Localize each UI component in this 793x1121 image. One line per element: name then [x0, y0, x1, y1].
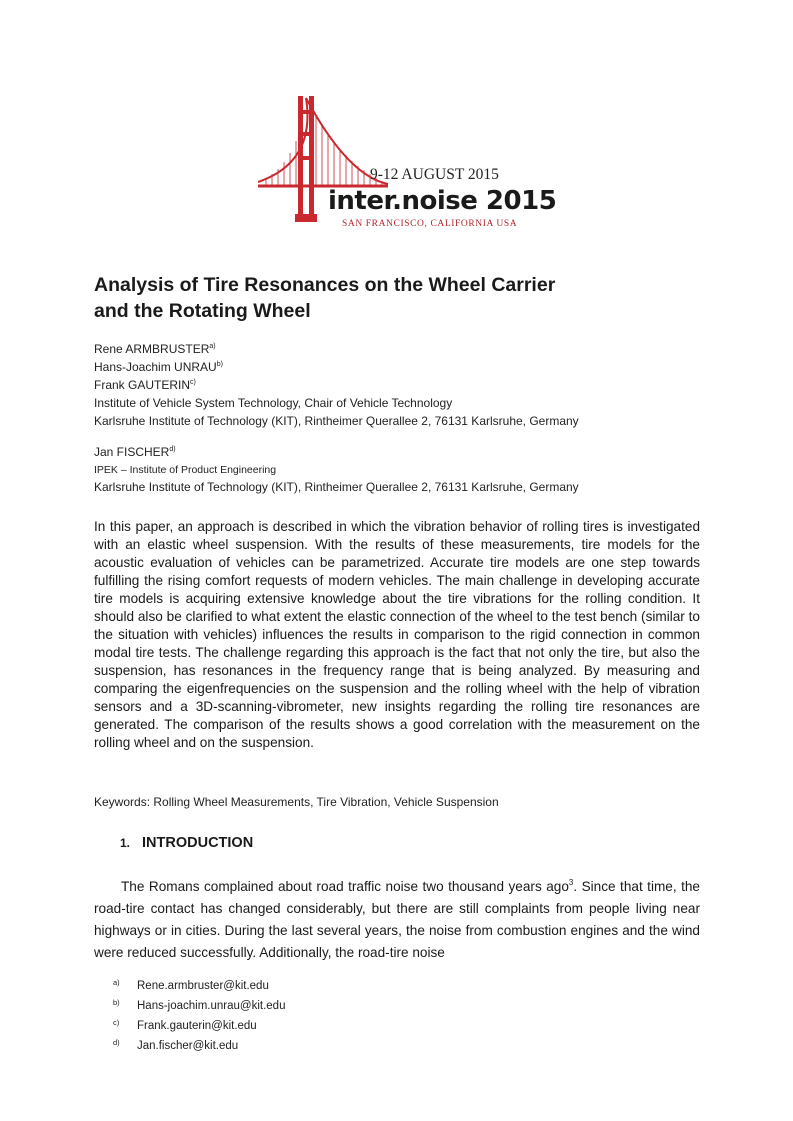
conference-logo — [258, 92, 557, 234]
author-name: Frank GAUTERIN — [94, 378, 191, 392]
footnote-mark: b) — [113, 997, 120, 1007]
author-4 — [94, 443, 176, 462]
conference-date: 9-12 AUGUST 2015 — [370, 166, 499, 183]
author-mark: b) — [216, 361, 223, 368]
section-number: 1. — [120, 836, 131, 850]
footnote — [113, 1016, 285, 1036]
intro-text-rest: . Since that time, the road-tire contact has changed considerably, but there are still complaints from people living near highways or in cities. During the last several years, the noise from combustion engines and the wind were reduced successfully. Additionally, the road-tire noise — [94, 879, 700, 960]
affiliation-1-line-2: Karlsruhe Institute of Technology (KIT), Rintheimer Querallee 2, 76131 Karlsruhe, Germany — [94, 414, 579, 428]
citation-ref: 3 — [568, 878, 574, 887]
section-title: INTRODUCTION — [142, 835, 254, 851]
footnote — [113, 976, 285, 996]
footnote — [113, 996, 285, 1016]
footnote-mark: d) — [113, 1037, 120, 1047]
footnote-mark: a) — [113, 977, 120, 987]
footnote-email: Rene.armbruster@kit.edu — [137, 980, 269, 992]
author-mark: d) — [169, 446, 176, 453]
conference-location: SAN FRANCISCO, CALIFORNIA USA — [342, 219, 518, 229]
author-mark: c) — [190, 379, 196, 386]
author-name: Jan FISCHER — [94, 445, 170, 459]
footnote-email: Frank.gauterin@kit.edu — [137, 1020, 257, 1032]
author-mark: a) — [209, 343, 216, 350]
intro-text-start: The Romans complained about road traffic noise two thousand years ago — [121, 879, 569, 894]
footnote-email: Jan.fischer@kit.edu — [137, 1040, 239, 1052]
author-2 — [94, 358, 223, 377]
footnote — [113, 1036, 285, 1056]
author-3 — [94, 376, 196, 395]
paper-title — [94, 272, 654, 324]
title-line-2: and the Rotating Wheel — [94, 300, 311, 322]
author-1 — [94, 340, 216, 359]
footnote-email: Hans-joachim.unrau@kit.edu — [137, 1000, 286, 1012]
affiliation-2-line-2: Karlsruhe Institute of Technology (KIT), Rintheimer Querallee 2, 76131 Karlsruhe, Germany — [94, 480, 579, 494]
title-line-1: Analysis of Tire Resonances on the Wheel Carrier — [94, 274, 556, 296]
author-name: Rene ARMBRUSTER — [94, 342, 210, 356]
footnotes — [113, 976, 285, 1056]
section-heading — [120, 835, 253, 851]
footnote-mark: c) — [113, 1017, 120, 1027]
abstract: In this paper, an approach is described in which the vibration behavior of rolling tires is investigated with an elastic wheel suspension. With the results of these measurements, tire models for the acoustic evaluation of vehicles can be parametrized. Accurate tire models are one step towards fulfilling the rising comfort requests of modern vehicles. The main challenge in developing accurate tire models is acquiring extensive knowledge about the tire vibrations for the rolling condition. It should also be clarified to what extent the elastic connection of the wheel to the test bench (similar to the situation with vehicles) influences the results in comparison to the rigid connection in common modal tire tests. The challenge regarding this approach is the fact that not only the tire, but also the suspension, has resonances in the frequency range that is being analyzed. By measuring and comparing the eigenfrequencies on the suspension and the rolling wheel with the help of vibration sensors and a 3D-scanning-vibrometer, new insights regarding the rolling tire resonances are generated. The comparison of the results shows a good correlation with the measurement on the rolling wheel and on the suspension. — [94, 519, 700, 750]
affiliation-2-line-1: IPEK – Institute of Product Engineering — [94, 464, 277, 476]
conference-name: inter.noise 2015 — [328, 186, 557, 216]
keywords: Keywords: Rolling Wheel Measurements, Tire Vibration, Vehicle Suspension — [94, 795, 499, 809]
affiliation-1-line-1: Institute of Vehicle System Technology, Chair of Vehicle Technology — [94, 396, 453, 410]
author-name: Hans-Joachim UNRAU — [94, 360, 217, 374]
intro-paragraph — [94, 876, 700, 964]
